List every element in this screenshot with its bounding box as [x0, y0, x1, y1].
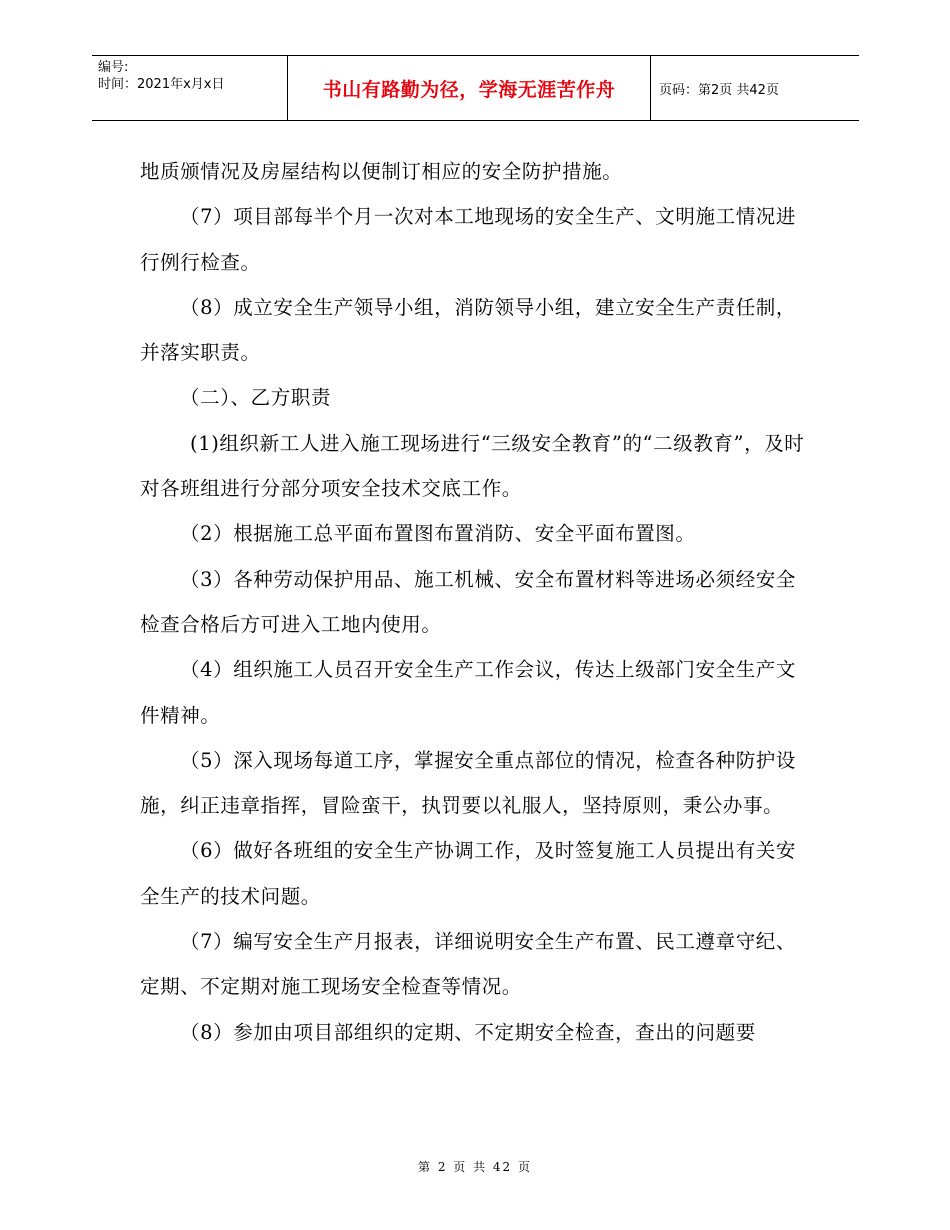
- paragraph: （3）各种劳动保护用品、施工机械、安全布置材料等进场必须经安全检查合格后方可进入工地内使用。: [140, 567, 797, 636]
- paragraph: （2）根据施工总平面布置图布置消防、安全平面布置图。: [180, 522, 696, 546]
- paragraph: （4）组织施工人员召开安全生产工作会议，传达上级部门安全生产文件精神。: [140, 658, 797, 727]
- document-body: [140, 149, 812, 1055]
- paragraph: （5）深入现场每道工序，掌握安全重点部位的情况，检查各种防护设施，纠正违章指挥，冒险蛮干，执罚要以礼服人，坚持原则，秉公办事。: [140, 748, 797, 818]
- header-meta: [92, 56, 287, 120]
- header-motto: 书山有路勤为径，学海无涯苦作舟: [287, 56, 651, 120]
- header-page-info: 页码：第2页 共42页: [659, 82, 779, 98]
- page-footer: 第 2 页 共 42 页: [418, 1160, 532, 1174]
- doc-number-label: 编号:: [98, 60, 129, 75]
- section-heading: （二）、乙方职责: [180, 386, 332, 410]
- paragraph: 地质颁情况及房屋结构以便制订相应的安全防护措施。: [140, 160, 623, 183]
- page-header: [92, 55, 859, 121]
- paragraph: （8）参加由项目部组织的定期、不定期安全检查，查出的问题要: [180, 1020, 756, 1044]
- paragraph: （7）编写安全生产月报表，详细说明安全生产布置、民工遵章守纪、定期、不定期对施工现场安全检查等情况。: [140, 930, 797, 999]
- paragraph: （6）做好各班组的安全生产协调工作，及时签复施工人员提出有关安全生产的技术问题。: [140, 839, 797, 908]
- paragraph: （7）项目部每半个月一次对本工地现场的安全生产、文明施工情况进行例行检查。: [140, 205, 797, 274]
- time-label: 时间：2021年x月x日: [98, 77, 225, 92]
- paragraph: (1)组织新工人进入施工现场进行“三级安全教育”的“二级教育”，及时对各班组进行分部分项安全技术交底工作。: [140, 431, 805, 501]
- paragraph: （8）成立安全生产领导小组，消防领导小组，建立安全生产责任制，并落实职责。: [140, 295, 797, 365]
